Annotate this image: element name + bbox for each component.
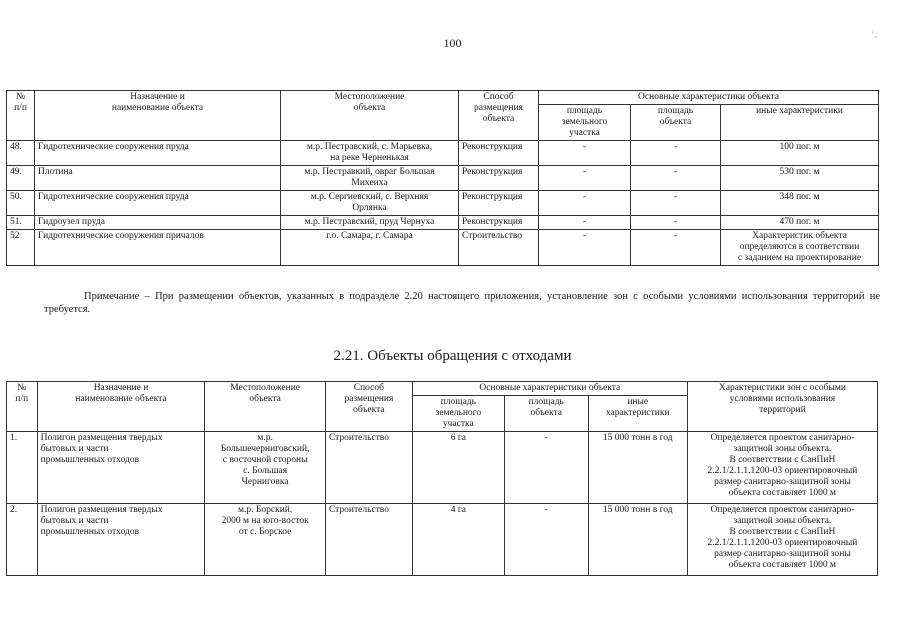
cell-other: 15 000 тонн в год xyxy=(588,432,687,504)
cell-location: м.р. Пестравский, с. Марьевка, на реке Черненькая xyxy=(281,141,459,166)
cell-other: Характеристик объекта определяются в соответствии с заданием на проектирование xyxy=(721,230,879,266)
note-paragraph: Примечание – При размещении объектов, указанных в подразделе 2.20 настоящего приложения, установление зон с особыми условиями использования территорий не требуется. xyxy=(44,291,880,315)
cell-method: Реконструкция xyxy=(459,141,539,166)
cell-name: Полигон размещения твердых бытовых и части промышленных отходов xyxy=(37,432,205,504)
cell-num: 50. xyxy=(7,191,35,216)
col-land-area-header: площадь земельного участка xyxy=(539,105,631,141)
cell-num: 51. xyxy=(7,216,35,230)
cell-location: г.о. Самара, г. Самара xyxy=(281,230,459,266)
cell-name: Гидротехнические сооружения пруда xyxy=(35,141,281,166)
table-row xyxy=(7,141,879,166)
cell-land: - xyxy=(539,216,631,230)
page-number: 100 xyxy=(443,36,462,50)
cell-zones: Определяется проектом санитарно- защитной зоны объекта. В соответствии с СанПиН 2.2.1/2.1.1.1200-03 ориентировочный размер санитарно-защитной зоны объекта составляет 1000 м xyxy=(687,432,877,504)
cell-method: Строительство xyxy=(325,432,412,504)
table-hydro-structures xyxy=(6,90,879,266)
table-row xyxy=(7,216,879,230)
cell-location: м.р. Большечерниговский, с восточной стороны с. Большая Черниговка xyxy=(205,432,326,504)
cell-location: м.р. Пестравкий, овраг Большая Михеиха xyxy=(281,166,459,191)
cell-land: - xyxy=(539,191,631,216)
cell-area: - xyxy=(504,504,588,576)
col-num-header: № п/п xyxy=(7,91,35,141)
col-method-header: Способ размещения объекта xyxy=(459,91,539,141)
table-row xyxy=(7,191,879,216)
section-heading: 2.21. Объекты обращения с отходами xyxy=(333,348,572,364)
cell-location: м.р. Пестравский, пруд Чернуха xyxy=(281,216,459,230)
col-other-header: иные характеристики xyxy=(588,396,687,432)
cell-name: Полигон размещения твердых бытовых и части промышленных отходов xyxy=(37,504,205,576)
col-main-header: Основные характеристики объекта xyxy=(412,382,687,396)
col-land-area-header: площадь земельного участка xyxy=(412,396,504,432)
col-name-header: Назначение и наименование объекта xyxy=(37,382,205,432)
cell-zones: Определяется проектом санитарно- защитной зоны объекта. В соответствии с СанПиН 2.2.1/2.1.1.1200-03 ориентировочный размер санитарно-защитной зоны объекта составляет 1000 м xyxy=(687,504,877,576)
col-num-header: № п/п xyxy=(7,382,38,432)
cell-num: 2. xyxy=(7,504,38,576)
cell-method: Строительство xyxy=(459,230,539,266)
cell-name: Гидроузел пруда xyxy=(35,216,281,230)
cell-name: Гидротехнические сооружения причалов xyxy=(35,230,281,266)
cell-method: Строительство xyxy=(325,504,412,576)
cell-area: - xyxy=(631,141,721,166)
table-row xyxy=(7,166,879,191)
cell-method: Реконструкция xyxy=(459,191,539,216)
cell-other: 15 000 тонн в год xyxy=(588,504,687,576)
cell-land: - xyxy=(539,141,631,166)
cell-area: - xyxy=(504,432,588,504)
cell-location: м.р. Сергиевский, с. Верхняя Орлянка xyxy=(281,191,459,216)
cell-num: 49. xyxy=(7,166,35,191)
cell-num: 48. xyxy=(7,141,35,166)
scan-artifact-mark: ' , xyxy=(871,30,877,39)
cell-name: Гидротехнические сооружения пруда xyxy=(35,191,281,216)
cell-location: м.р. Борский, 2000 м на юго-восток от с. Борское xyxy=(205,504,326,576)
cell-num: 52 xyxy=(7,230,35,266)
cell-area: - xyxy=(631,166,721,191)
col-method-header: Способ размещения объекта xyxy=(325,382,412,432)
col-obj-area-header: площадь объекта xyxy=(504,396,588,432)
col-main-header: Основные характеристики объекта xyxy=(539,91,879,105)
cell-land: 4 га xyxy=(412,504,504,576)
col-name-header: Назначение и наименование объекта xyxy=(35,91,281,141)
cell-area: - xyxy=(631,216,721,230)
cell-method: Реконструкция xyxy=(459,216,539,230)
cell-name: Плотина xyxy=(35,166,281,191)
cell-other: 100 пог. м xyxy=(721,141,879,166)
table-waste-facilities xyxy=(6,381,878,576)
cell-other: 348 пог. м xyxy=(721,191,879,216)
col-location-header: Местоположение объекта xyxy=(281,91,459,141)
cell-land: - xyxy=(539,166,631,191)
cell-land: 6 га xyxy=(412,432,504,504)
cell-other: 530 пог. м xyxy=(721,166,879,191)
col-obj-area-header: площадь объекта xyxy=(631,105,721,141)
cell-other: 470 пог. м xyxy=(721,216,879,230)
cell-num: 1. xyxy=(7,432,38,504)
cell-area: - xyxy=(631,230,721,266)
table-row xyxy=(7,432,878,504)
table-row xyxy=(7,504,878,576)
cell-area: - xyxy=(631,191,721,216)
col-other-header: иные характеристики xyxy=(721,105,879,141)
cell-land: - xyxy=(539,230,631,266)
table-row xyxy=(7,230,879,266)
col-location-header: Местоположение объекта xyxy=(205,382,326,432)
cell-method: Реконструкция xyxy=(459,166,539,191)
col-zones-header: Характеристики зон с особыми условиями использования территорий xyxy=(687,382,877,432)
